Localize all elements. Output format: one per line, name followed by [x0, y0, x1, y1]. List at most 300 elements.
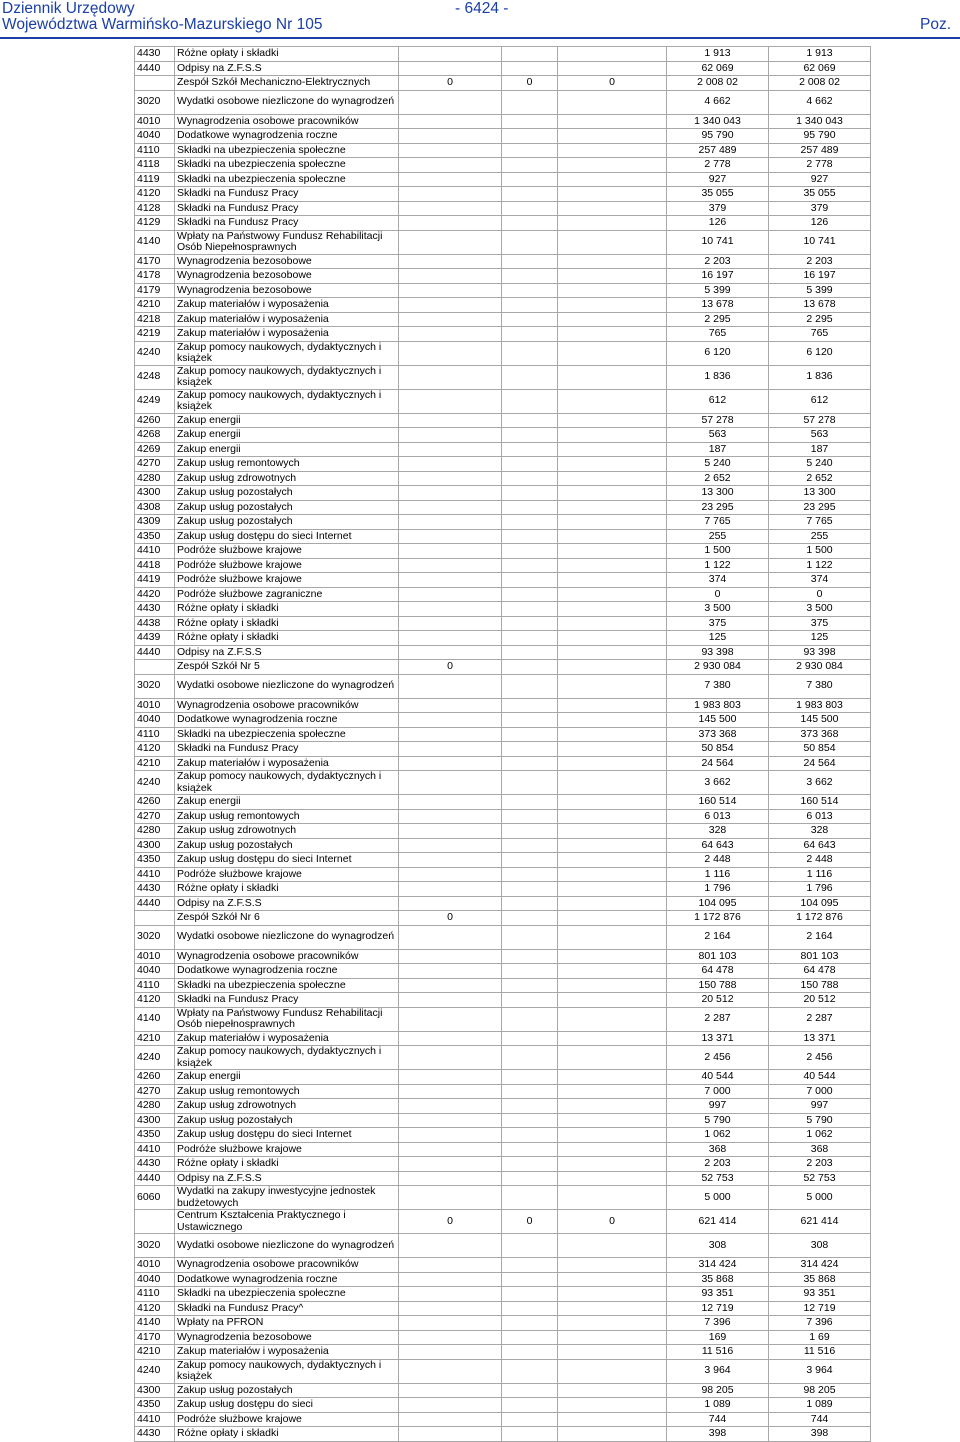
- col6-cell: 5 240: [667, 457, 769, 472]
- col5-cell: [558, 515, 667, 530]
- col4-cell: [502, 457, 558, 472]
- code-cell: 4040: [135, 713, 175, 728]
- code-cell: 4440: [135, 645, 175, 660]
- col6-cell: 2 778: [667, 158, 769, 173]
- col4-cell: [502, 1272, 558, 1287]
- col3-cell: [399, 515, 502, 530]
- code-cell: 4170: [135, 1330, 175, 1345]
- table-row: [135, 158, 871, 173]
- col3-cell: [399, 853, 502, 868]
- col7-cell: 13 300: [769, 486, 871, 501]
- description-cell: Zakup materiałów i wyposażenia: [175, 327, 399, 342]
- description-cell: Zakup usług remontowych: [175, 809, 399, 824]
- col4-cell: [502, 964, 558, 979]
- col3-cell: [399, 230, 502, 254]
- col6-cell: 35 868: [667, 1272, 769, 1287]
- description-cell: Różne opłaty i składki: [175, 882, 399, 897]
- col4-cell: [502, 428, 558, 443]
- col3-cell: [399, 327, 502, 342]
- col6-cell: 1 983 803: [667, 698, 769, 713]
- description-cell: Zakup usług dostępu do sieci: [175, 1398, 399, 1413]
- table-row: [135, 573, 871, 588]
- code-cell: 4270: [135, 809, 175, 824]
- col7-cell: 13 678: [769, 298, 871, 313]
- col4-cell: [502, 143, 558, 158]
- col7-cell: 2 778: [769, 158, 871, 173]
- code-cell: 4110: [135, 727, 175, 742]
- col7-cell: 1 172 876: [769, 911, 871, 926]
- code-cell: 3020: [135, 925, 175, 949]
- col5-cell: [558, 645, 667, 660]
- col7-cell: 5 790: [769, 1113, 871, 1128]
- description-cell: Zakup usług zdrowotnych: [175, 471, 399, 486]
- col7-cell: 64 643: [769, 838, 871, 853]
- col5-cell: [558, 1383, 667, 1398]
- description-cell: Zakup usług remontowych: [175, 1084, 399, 1099]
- col5-cell: [558, 201, 667, 216]
- col4-cell: [502, 771, 558, 795]
- col5-cell: [558, 727, 667, 742]
- col5-cell: [558, 283, 667, 298]
- description-cell: Składki na Fundusz Pracy: [175, 216, 399, 231]
- code-cell: [135, 660, 175, 675]
- col5-cell: [558, 529, 667, 544]
- description-cell: Różne opłaty i składki: [175, 602, 399, 617]
- table-row: [135, 698, 871, 713]
- col6-cell: 126: [667, 216, 769, 231]
- col6-cell: 7 000: [667, 1084, 769, 1099]
- col4-cell: [502, 1412, 558, 1427]
- code-cell: 4268: [135, 428, 175, 443]
- voivodeship-number: Województwa Warmińsko-Mazurskiego Nr 105: [2, 16, 323, 33]
- col3-cell: [399, 925, 502, 949]
- table-row: [135, 327, 871, 342]
- col3-cell: [399, 428, 502, 443]
- col5-cell: [558, 713, 667, 728]
- table-row: [135, 896, 871, 911]
- col7-cell: 11 516: [769, 1345, 871, 1360]
- col7-cell: 126: [769, 216, 871, 231]
- col6-cell: 64 478: [667, 964, 769, 979]
- col3-cell: [399, 587, 502, 602]
- col3-cell: [399, 573, 502, 588]
- col4-cell: [502, 631, 558, 646]
- col3-cell: [399, 964, 502, 979]
- col3-cell: [399, 187, 502, 202]
- col3-cell: [399, 713, 502, 728]
- description-cell: Wydatki osobowe niezliczone do wynagrodzeń: [175, 925, 399, 949]
- table-row: [135, 964, 871, 979]
- col5-cell: [558, 457, 667, 472]
- col4-cell: [502, 298, 558, 313]
- col6-cell: 2 456: [667, 1046, 769, 1070]
- code-cell: 4430: [135, 1157, 175, 1172]
- description-cell: Zakup usług dostępu do sieci Internet: [175, 1128, 399, 1143]
- col7-cell: 1 836: [769, 365, 871, 389]
- col3-cell: [399, 1128, 502, 1143]
- col7-cell: 0: [769, 587, 871, 602]
- col3-cell: [399, 61, 502, 76]
- col4-cell: [502, 1301, 558, 1316]
- table-row: [135, 442, 871, 457]
- col7-cell: 1 116: [769, 867, 871, 882]
- col7-cell: 563: [769, 428, 871, 443]
- col6-cell: 1 796: [667, 882, 769, 897]
- description-cell: Zakup pomocy naukowych, dydaktycznych i książek: [175, 365, 399, 389]
- code-cell: 4110: [135, 978, 175, 993]
- col4-cell: [502, 327, 558, 342]
- col5-cell: [558, 1171, 667, 1186]
- description-cell: Zakup energii: [175, 1070, 399, 1085]
- col5-cell: [558, 925, 667, 949]
- col3-cell: [399, 1031, 502, 1046]
- col3-cell: [399, 1272, 502, 1287]
- col7-cell: 6 013: [769, 809, 871, 824]
- col4-cell: [502, 896, 558, 911]
- col3-cell: [399, 1287, 502, 1302]
- description-cell: Różne opłaty i składki: [175, 1157, 399, 1172]
- table-row: [135, 1070, 871, 1085]
- col4-cell: [502, 1398, 558, 1413]
- col5-cell: [558, 1142, 667, 1157]
- col6-cell: 1 500: [667, 544, 769, 559]
- col7-cell: 125: [769, 631, 871, 646]
- col4-cell: [502, 1070, 558, 1085]
- description-cell: Zakup energii: [175, 442, 399, 457]
- description-cell: Różne opłaty i składki: [175, 1427, 399, 1442]
- code-cell: [135, 911, 175, 926]
- col6-cell: 20 512: [667, 993, 769, 1008]
- table-row: [135, 925, 871, 949]
- col6-cell: 6 013: [667, 809, 769, 824]
- col4-cell: [502, 413, 558, 428]
- col6-cell: 308: [667, 1234, 769, 1258]
- code-cell: 4410: [135, 867, 175, 882]
- col6-cell: 765: [667, 327, 769, 342]
- table-row: [135, 1084, 871, 1099]
- col7-cell: 2 203: [769, 1157, 871, 1172]
- table-row: [135, 809, 871, 824]
- description-cell: Wydatki na zakupy inwestycyjne jednostek budżetowych: [175, 1186, 399, 1210]
- code-cell: 4120: [135, 187, 175, 202]
- table-row: [135, 1113, 871, 1128]
- col3-cell: [399, 771, 502, 795]
- table-row: [135, 230, 871, 254]
- code-cell: 3020: [135, 674, 175, 698]
- col6-cell: 398: [667, 1427, 769, 1442]
- col5-cell: [558, 1427, 667, 1442]
- col6-cell: 187: [667, 442, 769, 457]
- code-cell: 4110: [135, 143, 175, 158]
- col6-cell: 3 500: [667, 602, 769, 617]
- description-cell: Zakup energii: [175, 413, 399, 428]
- col5-cell: [558, 389, 667, 413]
- code-cell: 4240: [135, 1359, 175, 1383]
- col4-cell: [502, 544, 558, 559]
- col5-cell: [558, 742, 667, 757]
- col4-cell: [502, 824, 558, 839]
- description-cell: Odpisy na Z.F.S.S: [175, 61, 399, 76]
- col6-cell: 368: [667, 1142, 769, 1157]
- col5-cell: [558, 698, 667, 713]
- col3-cell: [399, 838, 502, 853]
- col3-cell: [399, 216, 502, 231]
- col3-cell: [399, 1427, 502, 1442]
- col3-cell: [399, 114, 502, 129]
- col7-cell: 13 371: [769, 1031, 871, 1046]
- col7-cell: 1 983 803: [769, 698, 871, 713]
- col4-cell: [502, 674, 558, 698]
- description-cell: Odpisy na Z.F.S.S: [175, 1171, 399, 1186]
- col4-cell: [502, 558, 558, 573]
- col5-cell: [558, 158, 667, 173]
- col5-cell: [558, 1157, 667, 1172]
- col3-cell: [399, 389, 502, 413]
- col4-cell: [502, 61, 558, 76]
- col7-cell: 5 000: [769, 1186, 871, 1210]
- col6-cell: 3 964: [667, 1359, 769, 1383]
- table-row: [135, 544, 871, 559]
- col6-cell: 2 295: [667, 312, 769, 327]
- code-cell: 6060: [135, 1186, 175, 1210]
- col7-cell: 24 564: [769, 756, 871, 771]
- col3-cell: [399, 756, 502, 771]
- col7-cell: 2 287: [769, 1007, 871, 1031]
- header-rule: [0, 37, 960, 39]
- col5-cell: [558, 1128, 667, 1143]
- col4-cell: [502, 742, 558, 757]
- description-cell: Składki na ubezpieczenia społeczne: [175, 1287, 399, 1302]
- code-cell: 4280: [135, 824, 175, 839]
- table-row: [135, 1099, 871, 1114]
- col3-cell: [399, 645, 502, 660]
- col5-cell: [558, 949, 667, 964]
- col5-cell: [558, 341, 667, 365]
- table-row: [135, 1316, 871, 1331]
- code-cell: 4410: [135, 1412, 175, 1427]
- col6-cell: 160 514: [667, 795, 769, 810]
- col7-cell: 375: [769, 616, 871, 631]
- table-row: [135, 76, 871, 91]
- description-cell: Zakup usług zdrowotnych: [175, 824, 399, 839]
- code-cell: 4240: [135, 771, 175, 795]
- description-cell: Zakup usług dostępu do sieci Internet: [175, 529, 399, 544]
- col4-cell: [502, 660, 558, 675]
- col6-cell: 50 854: [667, 742, 769, 757]
- description-cell: Podróże służbowe krajowe: [175, 867, 399, 882]
- table-row: [135, 674, 871, 698]
- col4-cell: [502, 1359, 558, 1383]
- col3-cell: [399, 341, 502, 365]
- col6-cell: 95 790: [667, 129, 769, 144]
- budget-table: [134, 46, 871, 1442]
- col3-cell: [399, 269, 502, 284]
- col6-cell: 257 489: [667, 143, 769, 158]
- code-cell: 4140: [135, 1316, 175, 1331]
- col6-cell: 52 753: [667, 1171, 769, 1186]
- table-row: [135, 616, 871, 631]
- col7-cell: 1 796: [769, 882, 871, 897]
- col6-cell: 744: [667, 1412, 769, 1427]
- col7-cell: 7 765: [769, 515, 871, 530]
- col5-cell: [558, 269, 667, 284]
- col7-cell: 5 240: [769, 457, 871, 472]
- col7-cell: 62 069: [769, 61, 871, 76]
- description-cell: Zakup usług pozostałych: [175, 1113, 399, 1128]
- col5-cell: 0: [558, 1210, 667, 1234]
- table-row: [135, 660, 871, 675]
- publication-title: Dziennik Urzędowy: [2, 0, 135, 17]
- col5-cell: [558, 602, 667, 617]
- position-label: Poz.: [920, 16, 952, 33]
- description-cell: Podróże służbowe krajowe: [175, 544, 399, 559]
- col3-cell: [399, 896, 502, 911]
- col6-cell: 1 836: [667, 365, 769, 389]
- col5-cell: [558, 327, 667, 342]
- code-cell: 4300: [135, 486, 175, 501]
- col4-cell: [502, 1171, 558, 1186]
- description-cell: Wydatki osobowe niezliczone do wynagrodzeń: [175, 90, 399, 114]
- col4-cell: [502, 515, 558, 530]
- col6-cell: 612: [667, 389, 769, 413]
- table-row: [135, 1258, 871, 1273]
- col7-cell: 104 095: [769, 896, 871, 911]
- col6-cell: 328: [667, 824, 769, 839]
- code-cell: 4179: [135, 283, 175, 298]
- col6-cell: 2 008 02: [667, 76, 769, 91]
- col4-cell: [502, 1113, 558, 1128]
- col4-cell: [502, 573, 558, 588]
- table-row: [135, 1186, 871, 1210]
- table-row: [135, 882, 871, 897]
- col3-cell: [399, 978, 502, 993]
- col4-cell: [502, 978, 558, 993]
- col4-cell: [502, 1031, 558, 1046]
- code-cell: [135, 1210, 175, 1234]
- table-row: [135, 911, 871, 926]
- table-row: [135, 1128, 871, 1143]
- col7-cell: 2 164: [769, 925, 871, 949]
- code-cell: 4010: [135, 1258, 175, 1273]
- description-cell: Zakup energii: [175, 795, 399, 810]
- col7-cell: 2 203: [769, 254, 871, 269]
- code-cell: 4210: [135, 1345, 175, 1360]
- col3-cell: [399, 129, 502, 144]
- col7-cell: 2 456: [769, 1046, 871, 1070]
- code-cell: 4140: [135, 230, 175, 254]
- table-row: [135, 1142, 871, 1157]
- col6-cell: 375: [667, 616, 769, 631]
- col5-cell: [558, 1316, 667, 1331]
- col3-cell: [399, 1398, 502, 1413]
- col4-cell: [502, 1258, 558, 1273]
- col4-cell: [502, 1383, 558, 1398]
- col5-cell: [558, 442, 667, 457]
- col4-cell: [502, 442, 558, 457]
- col7-cell: 160 514: [769, 795, 871, 810]
- col3-cell: [399, 1258, 502, 1273]
- col5-cell: [558, 172, 667, 187]
- col5-cell: [558, 911, 667, 926]
- col5-cell: [558, 1113, 667, 1128]
- table-row: [135, 486, 871, 501]
- col3-cell: [399, 1383, 502, 1398]
- table-row: [135, 1210, 871, 1234]
- col3-cell: [399, 795, 502, 810]
- code-cell: 4270: [135, 1084, 175, 1099]
- description-cell: Składki na Fundusz Pracy: [175, 201, 399, 216]
- col4-cell: [502, 1234, 558, 1258]
- code-cell: 4440: [135, 896, 175, 911]
- col7-cell: 1 913: [769, 47, 871, 62]
- col5-cell: [558, 90, 667, 114]
- col4-cell: [502, 838, 558, 853]
- col3-cell: [399, 1046, 502, 1070]
- table-row: [135, 602, 871, 617]
- code-cell: 4309: [135, 515, 175, 530]
- col7-cell: 2 652: [769, 471, 871, 486]
- code-cell: 4120: [135, 1301, 175, 1316]
- col3-cell: [399, 616, 502, 631]
- col4-cell: [502, 795, 558, 810]
- col4-cell: [502, 1287, 558, 1302]
- col7-cell: 1 340 043: [769, 114, 871, 129]
- col5-cell: [558, 867, 667, 882]
- code-cell: 4170: [135, 254, 175, 269]
- col5-cell: [558, 660, 667, 675]
- col3-cell: [399, 172, 502, 187]
- col3-cell: [399, 1412, 502, 1427]
- col3-cell: [399, 824, 502, 839]
- table-row: [135, 143, 871, 158]
- col4-cell: [502, 216, 558, 231]
- col7-cell: 927: [769, 172, 871, 187]
- table-row: [135, 1272, 871, 1287]
- col3-cell: [399, 867, 502, 882]
- description-cell: Składki na ubezpieczenia społeczne: [175, 978, 399, 993]
- col3-cell: [399, 90, 502, 114]
- col3-cell: [399, 201, 502, 216]
- col4-cell: [502, 1345, 558, 1360]
- col6-cell: 2 287: [667, 1007, 769, 1031]
- description-cell: Zakup materiałów i wyposażenia: [175, 298, 399, 313]
- col6-cell: 1 340 043: [667, 114, 769, 129]
- code-cell: 4260: [135, 795, 175, 810]
- col7-cell: 1 500: [769, 544, 871, 559]
- col3-cell: [399, 1301, 502, 1316]
- col7-cell: 7 396: [769, 1316, 871, 1331]
- col6-cell: 24 564: [667, 756, 769, 771]
- description-cell: Dodatkowe wynagrodzenia roczne: [175, 964, 399, 979]
- table-row: [135, 558, 871, 573]
- table-row: [135, 61, 871, 76]
- col4-cell: [502, 47, 558, 62]
- description-cell: Zakup materiałów i wyposażenia: [175, 312, 399, 327]
- col3-cell: [399, 1070, 502, 1085]
- col3-cell: [399, 298, 502, 313]
- col3-cell: [399, 1084, 502, 1099]
- col5-cell: [558, 1234, 667, 1258]
- description-cell: Wynagrodzenia bezosobowe: [175, 254, 399, 269]
- col3-cell: [399, 602, 502, 617]
- col7-cell: 7 380: [769, 674, 871, 698]
- col3-cell: [399, 949, 502, 964]
- description-cell: Składki na ubezpieczenia społeczne: [175, 727, 399, 742]
- col6-cell: 1 913: [667, 47, 769, 62]
- col6-cell: 11 516: [667, 1345, 769, 1360]
- table-row: [135, 713, 871, 728]
- table-row: [135, 254, 871, 269]
